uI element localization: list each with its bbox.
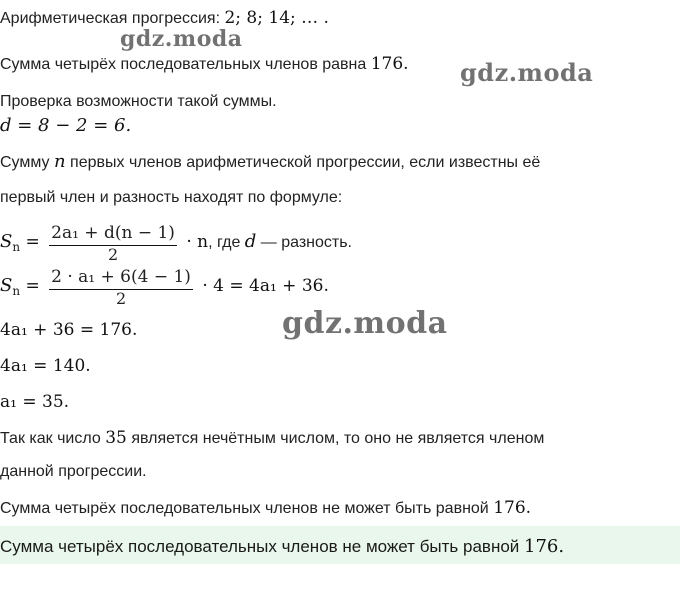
watermark-middle: gdz.moda	[282, 306, 448, 341]
sum2-symbol: S	[0, 275, 13, 297]
sum2-numerator: 2 · a₁ + 6(4 − 1)	[49, 266, 193, 290]
condition-sum: 176.	[370, 54, 409, 74]
sum-where-tail: — разность.	[256, 234, 352, 252]
sum2-equals: =	[20, 276, 46, 297]
sum-numerator: 2a₁ + d(n − 1)	[49, 222, 177, 246]
sum-equals: =	[20, 232, 46, 253]
sum2-tail: · 4 = 4a₁ + 36.	[196, 276, 329, 297]
answer-text: Сумма четырёх последовательных членов не может быть равной	[0, 537, 525, 556]
equation-line-1	[0, 320, 137, 341]
formula-intro-post: первых членов арифметической прогрессии, если известны её	[65, 154, 541, 171]
conclusion-post: является нечётным числом, то оно не является членом	[126, 430, 545, 447]
equation-3: a₁ = 35.	[0, 392, 70, 412]
sum2-fraction	[49, 266, 193, 308]
check-heading: Проверка возможности такой суммы.	[0, 93, 277, 110]
difference-equation: d = 8 − 2 = 6.	[0, 115, 132, 136]
watermark-right: gdz.moda	[460, 58, 594, 87]
watermark-top: gdz.moda	[120, 26, 243, 52]
conclusion-line-2: данной прогрессии.	[0, 463, 147, 480]
sum-substitution	[0, 266, 329, 308]
sum-multiplier: · n	[180, 232, 209, 253]
conclusion-line-1	[0, 428, 544, 449]
answer-line	[0, 536, 564, 557]
sum-fraction	[49, 222, 177, 264]
sum-subscript: n	[12, 240, 21, 255]
formula-intro-pre: Сумму	[0, 154, 54, 171]
formula-intro-var: n	[54, 151, 66, 172]
sum-where-var: d	[244, 231, 257, 253]
sum-formula	[0, 222, 352, 264]
sum2-subscript: n	[12, 284, 21, 299]
condition-line	[0, 54, 409, 75]
difference-line	[0, 116, 131, 137]
conclusion-number: 35	[105, 428, 127, 448]
equation-line-2	[0, 356, 91, 377]
conclusion-final-number: 176.	[493, 498, 532, 518]
conclusion-line-3	[0, 498, 531, 519]
condition-text: Сумма четырёх последовательных членов равна	[0, 56, 371, 73]
sum2-denominator: 2	[115, 289, 127, 308]
sum-symbol: S	[0, 231, 13, 253]
formula-intro-line	[0, 152, 540, 173]
equation-2: 4a₁ = 140.	[0, 356, 91, 376]
progression-line	[0, 8, 329, 29]
formula-intro-line-2: первый член и разность находят по формуле:	[0, 189, 343, 206]
conclusion-pre: Так как число	[0, 430, 106, 447]
answer-number: 176.	[524, 536, 565, 557]
conclusion-final-text: Сумма четырёх последовательных членов не может быть равной	[0, 500, 494, 517]
progression-terms: 2; 8; 14; … .	[224, 8, 329, 28]
progression-label: Арифметическая прогрессия:	[0, 10, 225, 27]
equation-1: 4a₁ + 36 = 176.	[0, 320, 138, 340]
sum-where: , где	[208, 234, 245, 252]
sum-denominator: 2	[107, 245, 119, 264]
equation-line-3	[0, 392, 69, 413]
